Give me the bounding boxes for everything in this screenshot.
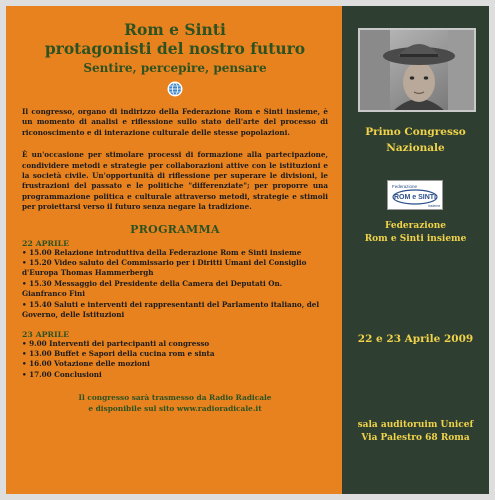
logo-top-text: Federazione [392, 184, 418, 189]
title-line-2: protagonisti del nostro futuro [44, 39, 306, 58]
main-title [22, 20, 328, 58]
congress-heading [342, 124, 489, 156]
logo-main-text: ROM e SINTI [393, 194, 437, 201]
congress-line-1: Primo Congresso [365, 126, 466, 138]
schedule-item: • 15.40 Saluti e interventi dei rappresentanti del Parlamento italiano, del Governo, delle Istituzioni [22, 299, 320, 320]
federation-name [342, 220, 489, 246]
broadcast-note [22, 392, 328, 414]
programma-heading: PROGRAMMA [130, 222, 220, 236]
subtitle: Sentire, percepire, pensare [83, 61, 267, 75]
globe-emblem-icon [167, 81, 183, 97]
title-line-1: Rom e Sinti [124, 20, 226, 39]
schedule-item: • 15.00 Relazione introduttiva della Federazione Rom e Sinti insieme [22, 247, 302, 257]
venue-line-2: Via Palestro 68 Roma [361, 433, 470, 443]
event-venue [342, 419, 489, 445]
child-with-hat-photo [358, 28, 476, 112]
intro-paragraph-2: È un'occasione per stimolare processi di formazione alla partecipazione, condividere metodi e strategie per collaborazioni attive con le istituzioni e la società civile. Un'opportunità di riflessione per superare le divisioni, le frustrazioni del passato e le politiche "differenziate"; per proporre una programmazione politica e culturale attraverso metodi, strategie e stimoli per proiettarsi verso il futuro senza negare la tradizione. [22, 150, 328, 212]
schedule-item: • 15.20 Video saluto del Commissario per i Diritti Umani del Consiglio d'Europa Thomas Hammerbergh [22, 258, 307, 278]
broadcast-line-2: e disponibile sul sito www.radioradicale.it [88, 404, 262, 414]
schedule-item: • 17.00 Conclusioni [22, 369, 102, 379]
congress-line-2: Nazionale [386, 142, 445, 154]
intro-paragraph-1: Il congresso, organo di indirizzo della Federazione Rom e Sinti insieme, è un momento di analisi e riflessione sullo stato dell'arte del processo di riconoscimento e di interazione culturale delle stesse popolazioni. [22, 107, 328, 137]
day-1-schedule [22, 248, 328, 321]
event-dates: 22 e 23 Aprile 2009 [357, 333, 474, 345]
federation-line-1: Federazione [384, 221, 447, 231]
day-1-label: 22 APRILE [22, 238, 70, 248]
right-panel [342, 6, 489, 494]
schedule-item: • 9.00 Interventi dei partecipanti al congresso [22, 338, 210, 348]
logo-bottom-text: insieme [428, 204, 441, 208]
day-2-schedule [22, 339, 328, 381]
left-panel [6, 6, 342, 494]
schedule-item: • 13.00 Buffet e Sapori della cucina rom e sinta [22, 348, 215, 358]
federation-logo [387, 180, 443, 210]
schedule-item: • 16.00 Votazione delle mozioni [22, 359, 150, 369]
schedule-item: • 15.30 Messaggio del Presidente della Camera dei Deputati On. Gianfranco Fini [22, 278, 283, 299]
day-2-label: 23 APRILE [22, 329, 70, 339]
federation-line-2: Rom e Sinti insieme [364, 234, 467, 244]
broadcast-line-1: Il congresso sarà trasmesso da Radio Radicale [78, 393, 272, 403]
venue-line-1: sala auditoruim Unicef [357, 420, 474, 430]
